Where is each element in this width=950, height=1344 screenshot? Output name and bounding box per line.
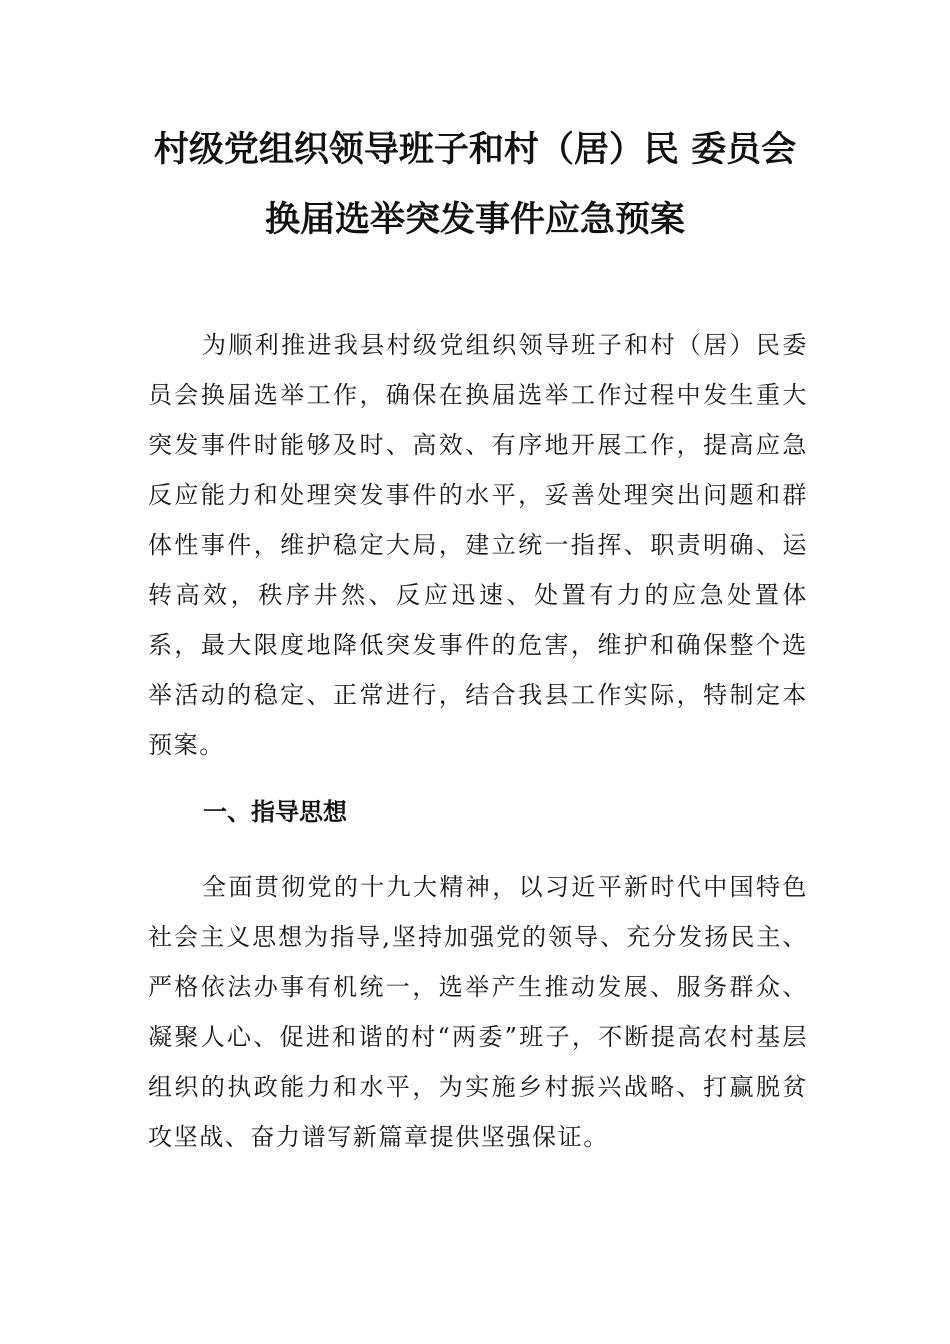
section-heading-guiding-ideology: 一、指导思想: [203, 798, 347, 826]
document-title-line-1: 村级党组织领导班子和村（居）民 委员会: [153, 130, 797, 170]
section-body-guiding-ideology: 全面贯彻党的十九大精神，以习近平新时代中国特色社会主义思想为指导,坚持加强党的领导、充分发扬民主、严格依法办事有机统一，选举产生推动发展、服务群众、凝聚人心、促进和谐的村“两委”班子，不断提高农村基层组织的执政能力和水平，为实施乡村振兴战略、打赢脱贫攻坚战、奋力谱写新篇章提供坚强保证。: [148, 873, 808, 1151]
document-title-line-2: 换届选举突发事件应急预案: [264, 200, 685, 240]
intro-paragraph: 为顺利推进我县村级党组织领导班子和村（居）民委员会换届选举工作，确保在换届选举工作过程中发生重大突发事件时能够及时、高效、有序地开展工作，提高应急反应能力和处理突发事件的水平，妥善处理突出问题和群体性事件，维护稳定大局，建立统一指挥、职责明确、运转高效，秩序井然、反应迅速、处置有力的应急处置体系，最大限度地降低突发事件的危害，维护和确保整个选举活动的稳定、正常进行，结合我县工作实际，特制定本预案。: [148, 331, 808, 759]
